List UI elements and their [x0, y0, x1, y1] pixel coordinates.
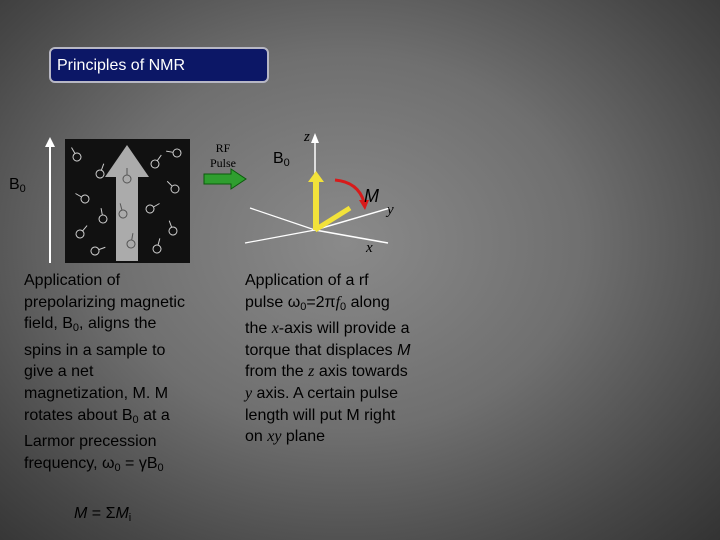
magnetization-sum-formula: $M = \Sigma M_i$ — [74, 505, 132, 524]
left-description: Application of prepolarizing magnetic field, $B_0$, aligns the spins in a sample to give a net magnetization, M. M rotates about $B_0$ at a Larmor precession frequency, $\omega_0 = \gamma B_0$ — [24, 272, 185, 474]
right-description: Application of a rf pulse $\omega_0=2\pi f_0$ along the x-axis will provide a torque that displaces M from the z axis towards y axis. A certain pulse length will put M right on xy plane — [245, 272, 411, 446]
spin-ensemble-icon — [65, 139, 190, 263]
y-axis-label: y — [387, 202, 394, 218]
x-axis-line — [315, 230, 388, 243]
b0-field-arrow-icon — [40, 135, 60, 265]
z-axis-label: z — [304, 129, 310, 145]
y-axis-line — [315, 208, 390, 230]
slide-title — [49, 47, 269, 83]
title-text: Principles of NMR — [57, 57, 186, 74]
magnetization-vector-icon — [308, 171, 324, 230]
coordinate-axes-diagram — [240, 130, 420, 250]
magnetization-label: M — [364, 186, 379, 206]
x-axis-label: x — [366, 240, 373, 256]
rotation-arrow-icon — [335, 180, 364, 202]
spin-sample-panel — [65, 139, 190, 263]
rf-pulse-label: RF Pulse — [209, 141, 236, 170]
b0-left-label: $B_0$ — [9, 176, 26, 195]
b0-right-label: $B_0$ — [273, 150, 290, 169]
